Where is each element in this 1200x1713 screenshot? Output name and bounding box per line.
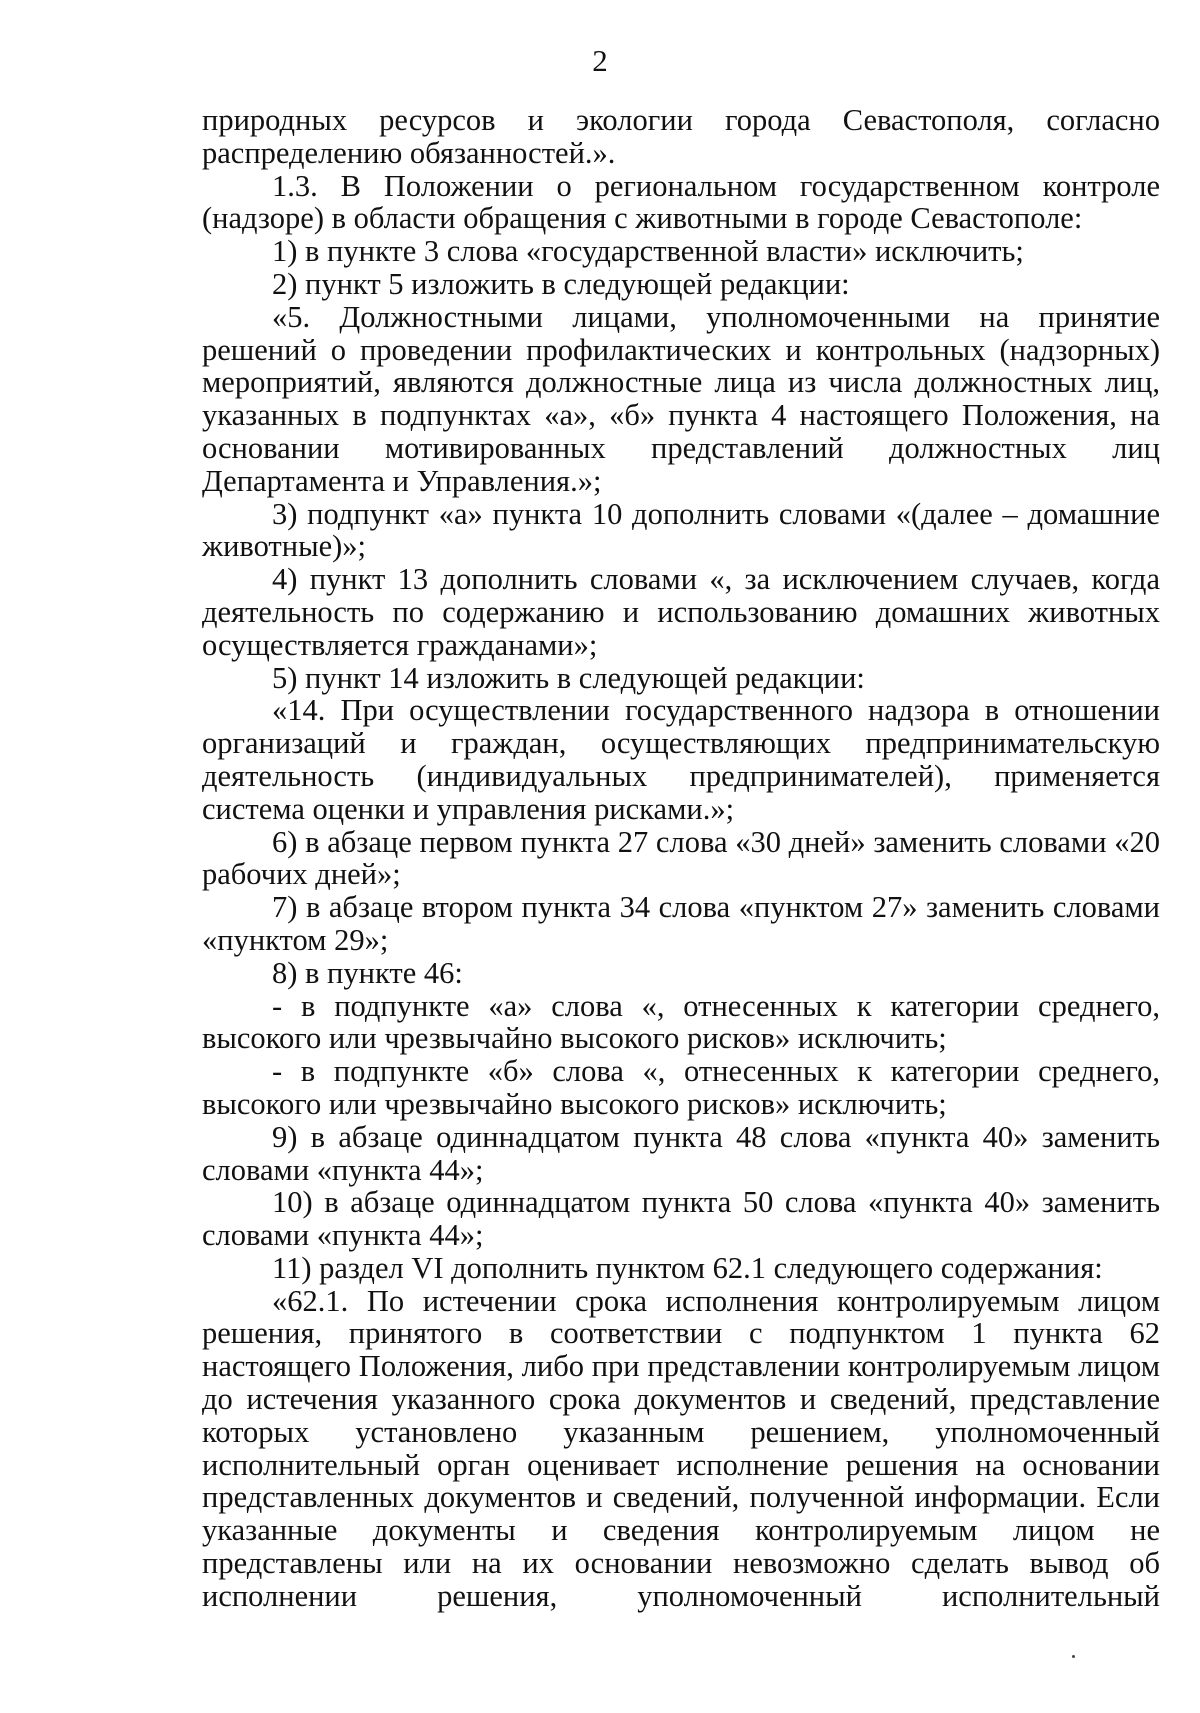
paragraph: 4) пункт 13 дополнить словами «, за исключением случаев, когда деятельность по содержанию и использованию домашних животных осуществляется гражданами»;: [202, 562, 1160, 662]
paragraph: «5. Должностными лицами, уполномоченными на принятие решений о проведении профилактических и контрольных (надзорных) мероприятий, являются должностные лица из числа должностных лиц, указанных в подпунктах «а», «б» пункта 4 настоящего Положения, на основании мотивированных представлений должностных лиц Департамента и Управления.»;: [202, 299, 1160, 498]
paragraph: 5) пункт 14 изложить в следующей редакции:: [272, 660, 865, 695]
paragraph: 1) в пункте 3 слова «государственной власти» исключить;: [272, 234, 1024, 269]
paragraph: - в подпункте «б» слова «, отнесенных к категории среднего, высокого или чрезвычайно высокого рисков» исключить;: [202, 1054, 1160, 1121]
paragraph: «62.1. По истечении срока исполнения контролируемым лицом решения, принятого в соответствии с подпунктом 1 пункта 62 настоящего Положения, либо при представлении контролируемым лицом до истечения указанного срока документов и сведений, представление которых установлено указанным решением, уполномоченный исполнительный орган оценивает исполнение решения на основании представленных документов и сведений, полученной информации. Если указанные документы и сведения контролируемым лицом не представлены или на их основании невозможно сделать вывод об исполнении решения, уполномоченный исполнительный: [202, 1283, 1160, 1613]
paragraph: 8) в пункте 46:: [272, 955, 463, 990]
paragraph: 7) в абзаце втором пункта 34 слова «пунктом 27» заменить словами «пунктом 29»;: [202, 890, 1160, 957]
paragraph: 3) подпункт «а» пункта 10 дополнить словами «(далее – домашние животные)»;: [202, 496, 1160, 564]
paragraph: 11) раздел VI дополнить пунктом 62.1 следующего содержания:: [272, 1250, 1103, 1285]
paragraph: 2) пункт 5 изложить в следующей редакции:: [272, 266, 850, 301]
paragraph: 9) в абзаце одиннадцатом пункта 48 слова «пункта 40» заменить словами «пункта 44»;: [202, 1119, 1160, 1187]
scan-speck: [1072, 1655, 1075, 1658]
document-body: [202, 104, 1160, 1613]
paragraph: природных ресурсов и экологии города Севастополя, согласно распределению обязанностей.».: [202, 103, 1160, 170]
page-number: 2: [592, 43, 608, 78]
paragraph: - в подпункте «а» слова «, отнесенных к категории среднего, высокого или чрезвычайно высокого рисков» исключить;: [202, 988, 1160, 1056]
paragraph: 1.3. В Положении о региональном государственном контроле (надзоре) в области обращения с животными в городе Севастополе:: [202, 168, 1160, 236]
paragraph: 10) в абзаце одиннадцатом пункта 50 слова «пункта 40» заменить словами «пункта 44»;: [202, 1185, 1160, 1253]
paragraph: «14. При осуществлении государственного надзора в отношении организаций и граждан, осуществляющих предпринимательскую деятельность (индивидуальных предпринимателей), применяется система оценки и управления рисками.»;: [202, 693, 1160, 826]
paragraph: 6) в абзаце первом пункта 27 слова «30 дней» заменить словами «20 рабочих дней»;: [202, 824, 1160, 892]
